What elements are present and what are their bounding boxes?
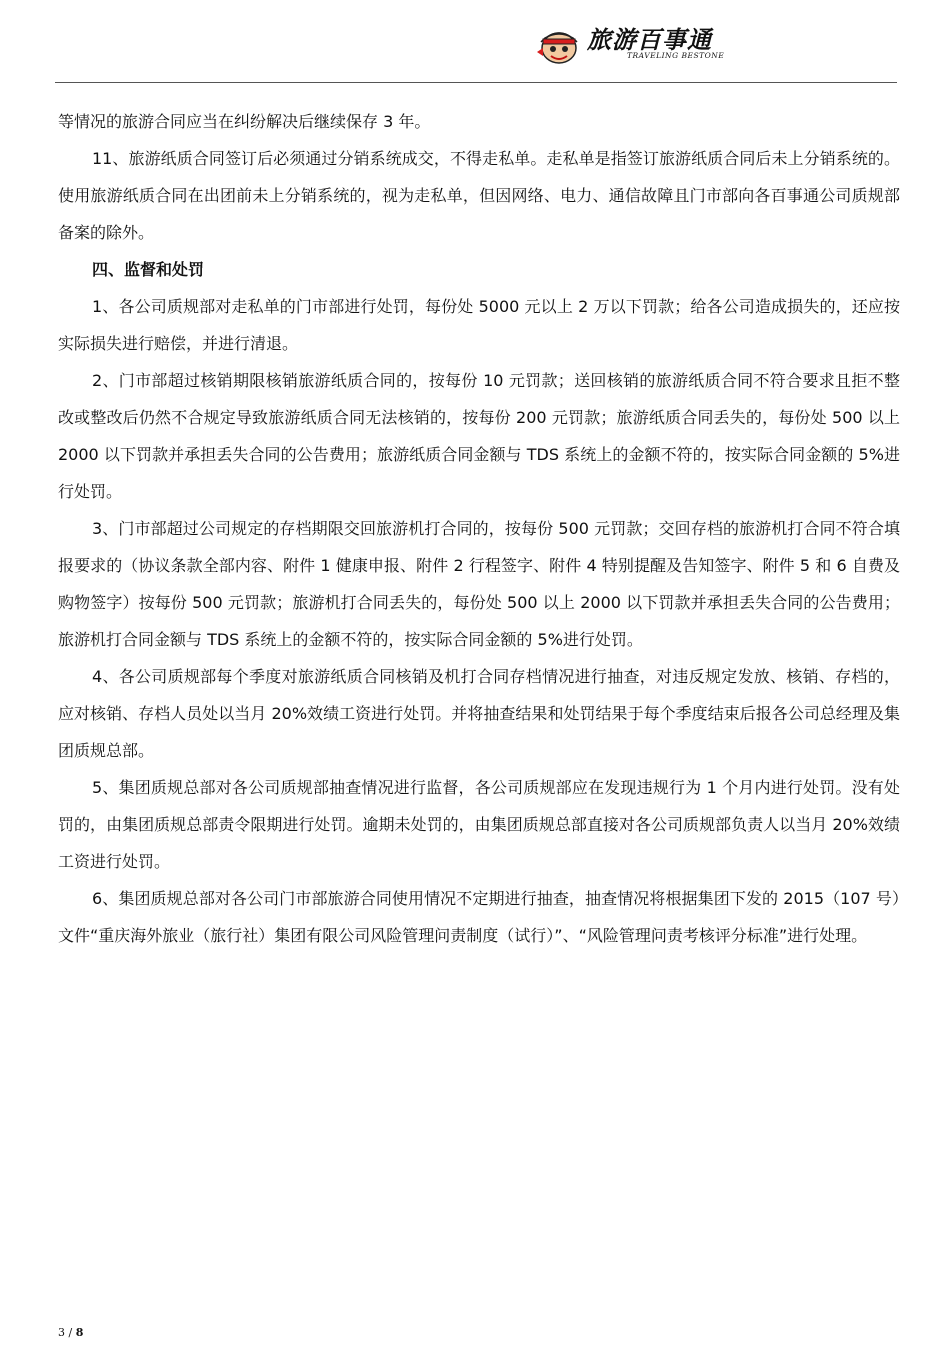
mascot-logo-icon xyxy=(535,22,583,66)
paragraph-clause-5: 5、集团质规总部对各公司质规部抽查情况进行监督，各公司质规部应在发现违规行为 1 个月内进行处罚。没有处罚的，由集团质规总部责令限期进行处罚。逾期未处罚的，由集团质规总部直接对各公司质规部负责人以当月 20%效绩工资进行处罚。 xyxy=(58,778,900,871)
document-header xyxy=(535,18,745,66)
logo-english-text: TRAVELING BESTONE xyxy=(627,51,725,60)
paragraph-clause-3: 3、门市部超过公司规定的存档期限交回旅游机打合同的，按每份 500 元罚款；交回存档的旅游机打合同不符合填报要求的（协议条款全部内容、附件 1 健康申报、附件 2 行程签字、附件 4 特别提醒及告知签字、附件 5 和 6 自费及购物签字）按每份 500 元罚款；旅游机打合同丢失的，每份处 500 以上 2000 以下罚款并承担丢失合同的公告费用；旅游机打合同金额与 TDS 系统上的金额不符的，按实际合同金额的 5%进行处罚。 xyxy=(58,519,900,649)
page-total: 8 xyxy=(75,1326,84,1339)
paragraph-clause-1: 1、各公司质规部对走私单的门市部进行处罚，每份处 5000 元以上 2 万以下罚款；给各公司造成损失的，还应按实际损失进行赔偿，并进行清退。 xyxy=(58,297,900,353)
paragraph-clause-2: 2、门市部超过核销期限核销旅游纸质合同的，按每份 10 元罚款；送回核销的旅游纸质合同不符合要求且拒不整改或整改后仍然不合规定导致旅游纸质合同无法核销的，按每份 200 元罚款；旅游纸质合同丢失的，每份处 500 以上 2000 以下罚款并承担丢失合同的公告费用；旅游纸质合同金额与 TDS 系统上的金额不符的，按实际合同金额的 5%进行处罚。 xyxy=(58,371,900,501)
header-divider xyxy=(55,82,897,83)
paragraph-clause-6: 6、集团质规总部对各公司门市部旅游合同使用情况不定期进行抽查，抽查情况将根据集团下发的 2015（107 号）文件“重庆海外旅业（旅行社）集团有限公司风险管理问责制度（试行）”、“风险管理问责考核评分标准”进行处理。 xyxy=(58,889,900,945)
paragraph-clause-11: 11、旅游纸质合同签订后必须通过分销系统成交，不得走私单。走私单是指签订旅游纸质合同后未上分销系统的。使用旅游纸质合同在出团前未上分销系统的，视为走私单，但因网络、电力、通信故障且门市部向各百事通公司质规部备案的除外。 xyxy=(58,149,900,242)
page-current: 3 xyxy=(58,1326,65,1339)
page-number xyxy=(58,1326,83,1339)
page-separator: / xyxy=(65,1326,76,1339)
section-heading: 四、监督和处罚 xyxy=(92,260,205,279)
logo-chinese-text: 旅游百事通 xyxy=(587,26,712,54)
paragraph-continuation: 等情况的旅游合同应当在纠纷解决后继续保存 3 年。 xyxy=(58,112,431,131)
document-body xyxy=(58,103,900,954)
paragraph-clause-4: 4、各公司质规部每个季度对旅游纸质合同核销及机打合同存档情况进行抽查，对违反规定发放、核销、存档的，应对核销、存档人员处以当月 20%效绩工资进行处罚。并将抽查结果和处罚结果于每个季度结束后报各公司总经理及集团质规总部。 xyxy=(58,667,900,760)
